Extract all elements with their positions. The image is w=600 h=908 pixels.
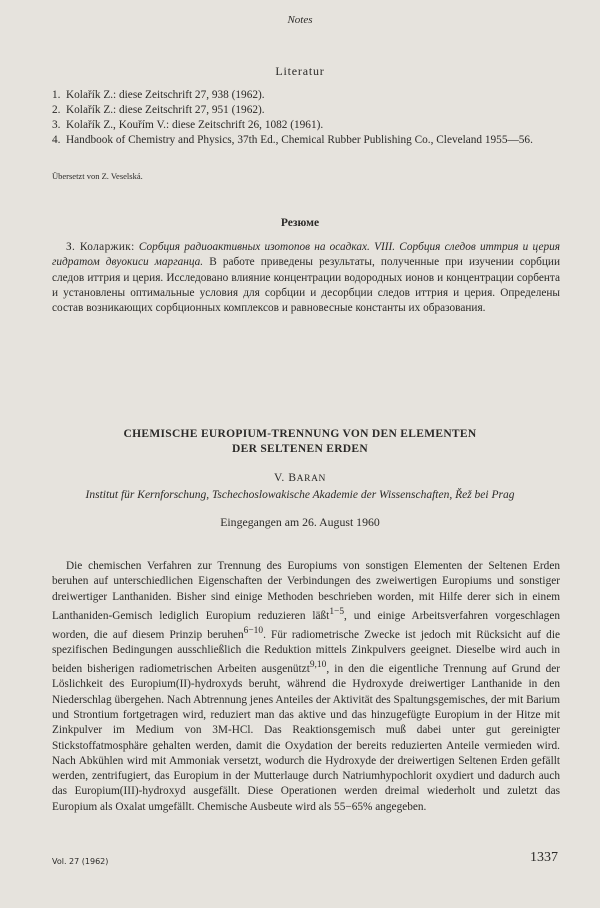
summary-author: З. Коларжик: [66, 241, 135, 253]
reference-number: 4. [52, 134, 61, 146]
summary-paragraph [52, 240, 560, 316]
reference-item [52, 133, 562, 148]
translator-note: Übersetzt von Z. Veselská. [52, 171, 143, 181]
received-date: Eingegangen am 26. August 1960 [220, 515, 380, 529]
running-head: Notes [287, 14, 313, 26]
reference-number: 3. [52, 119, 61, 131]
author-surname-text: BARAN [288, 472, 326, 484]
article-title [0, 427, 600, 457]
reference-text: Kolařík Z., Kouřím V.: diese Zeitschrift 26, 1082 (1961). [66, 119, 324, 131]
author-initial: V. [274, 472, 285, 484]
reference-text: Handbook of Chemistry and Physics, 37th Ed., Chemical Rubber Publishing Co., Cleveland 1955—56. [66, 134, 533, 146]
body-text-segment: . Für radiometrische Zwecke ist jedoch mit Rücksicht auf die spezifischen Bedingungen ausschließlich die Reduktion mittels Zinkpulvers geeignet. Dieselbe wird auch in beiden bisherigen radiometrischen Arbeiten ausgenützt [52, 628, 560, 676]
reference-number: 1. [52, 89, 61, 101]
body-text-segment: , und einige Arbeitsverfahren vorgeschlagen worden, die auf diesem Prinzip beruhen [52, 609, 560, 641]
summary-heading: Резюме [280, 217, 320, 229]
reference-item [52, 118, 562, 133]
article-title-line: DER SELTENEN ERDEN [232, 443, 368, 455]
summary-text: В работе приведены результаты, полученные при изучении сорбции следов иттрия и церия. Исследовано влияние концентрации водородных ионов и концентрации сорбента и установлены оптимальные условия для сорбции и десорбции следов иттрия и церия. Определены состав возникающих сорбционных комплексов и равновесные константы их образования. [52, 256, 561, 315]
reference-list [52, 88, 562, 148]
page-number: 1337 [530, 850, 558, 865]
reference-item [52, 103, 562, 118]
reference-item [52, 88, 562, 103]
author-surname [288, 472, 326, 484]
article-author [0, 472, 600, 484]
volume-info: Vol. 27 (1962) [52, 857, 109, 866]
body-text-segment: Die chemischen Verfahren zur Trennung des Europiums von sonstigen Elementen der Seltenen Erden beruhen auf unterschiedlichen Eigenschaften der Verbindungen des zweiwertigen Europiums und sonstiger dreiwertiger Lanthaniden. Bisher sind einige Methoden beschrieben worden, mit Hilfe derer sich in einem Lanthaniden-Gemisch lediglich Europium reduzieren läßt [52, 560, 560, 622]
summary-title: Сорбция радиоактивных изотопов на осадках. VIII. Сорбция следов иттрия и церия гидратом двуокиси марганца. [52, 241, 561, 269]
citation-superscript: 1−5 [329, 606, 345, 617]
reference-text: Kolařík Z.: diese Zeitschrift 27, 951 (1962). [66, 104, 265, 116]
reference-number: 2. [52, 104, 61, 116]
article-title-line: CHEMISCHE EUROPIUM-TRENNUNG VON DEN ELEMENTEN [123, 428, 477, 440]
citation-superscript: 6−10 [243, 625, 264, 636]
citation-superscript: 9,10 [309, 660, 327, 671]
article-institute: Institut für Kernforschung, Tschechoslowakische Akademie der Wissenschaften, Řež bei Prag [85, 489, 515, 501]
body-text-segment: , in den die eigentliche Trennung auf Grund der Löslichkeit des Europium(II)-hydroxyds beruht, während die Hydroxyde dreiwertiger Lanthanide in den Niederschlag übergehen. Nach Abtrennung jenes Anteiles der Aktivität des Spaltungsgemisches, der mit Barium und Strontium fortgetragen wird, reduziert man das aktive und das hinzugefügte Europium in der Hitze mit Zinkpulver im Medium von 3M-HCl. Das Reaktionsgemisch muß dabei unter gut gereinigter Stickstoffatmosphäre gehalten werden, damit die Oxydation der bereits reduzierten Anteile vermieden wird. Nach Abkühlen wird mit Ammoniak versetzt, wodurch die Hydroxyde der dreiwertigen Seltenen Erden gefällt werden, zentrifugiert, das Europium in der Mutterlauge durch Natriumhypochlorit oxydiert und dadurch auch das Europium(III)-hydroxyd ausgefällt. Diese Operationen werden dreimal wiederholt und zuletzt das Europium als Oxalat umgefällt. Chemische Ausbeute wird als 55−65% angegeben. [52, 663, 560, 813]
article-body [52, 559, 560, 815]
literature-heading: Literatur [275, 64, 325, 78]
reference-text: Kolařík Z.: diese Zeitschrift 27, 938 (1962). [66, 89, 265, 101]
